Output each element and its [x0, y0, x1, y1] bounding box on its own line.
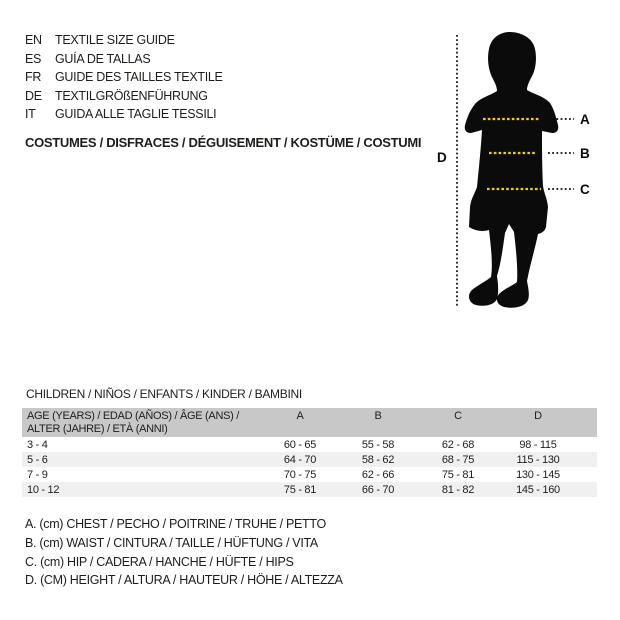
column-header-spacer — [578, 408, 597, 437]
hip-cell: 62 - 68 — [441, 438, 475, 451]
age-header-line1: AGE (YEARS) / EDAD (AÑOS) / ÂGE (ANS) / — [27, 410, 240, 422]
height-cell: 115 - 130 — [516, 453, 560, 466]
age-cell: 3 - 4 — [27, 438, 48, 451]
waist-cell: 58 - 62 — [361, 453, 395, 466]
child-silhouette-figure — [430, 25, 600, 315]
label-d-height: D — [437, 150, 447, 165]
chest-cell: 60 - 65 — [283, 438, 317, 451]
hip-cell: 75 - 81 — [441, 468, 475, 481]
chest-cell: 64 - 70 — [283, 453, 317, 466]
column-header-d: D — [498, 408, 578, 437]
hip-cell: 68 - 75 — [441, 453, 475, 466]
lang-title: TEXTILE SIZE GUIDE — [55, 33, 175, 47]
age-cell: 7 - 9 — [27, 468, 48, 481]
lang-code: IT — [25, 107, 36, 122]
height-cell: 98 - 115 — [519, 438, 557, 451]
age-cell: 5 - 6 — [27, 453, 48, 466]
category-title: COSTUMES / DISFRACES / DÉGUISEMENT / KOSTÜME / COSTUMI — [25, 135, 422, 150]
lang-title: GUÍA DE TALLAS — [55, 51, 151, 66]
column-header-a: A — [262, 408, 338, 437]
lang-code: ES — [25, 51, 42, 66]
height-cell: 130 - 145 — [516, 468, 560, 481]
waist-cell: 66 - 70 — [361, 483, 395, 496]
waist-cell: 55 - 58 — [361, 438, 395, 451]
size-table — [22, 408, 597, 497]
table-row — [22, 452, 597, 467]
table-row — [22, 482, 597, 497]
label-a-chest: A — [580, 112, 590, 127]
waist-cell: 62 - 66 — [361, 468, 395, 481]
child-silhouette — [465, 32, 559, 308]
column-header-c: C — [418, 408, 498, 437]
lang-title: GUIDE DES TAILLES TEXTILE — [55, 70, 223, 85]
legend-hip: C. (cm) HIP / CADERA / HANCHE / HÜFTE / HIPS — [25, 554, 294, 569]
measurement-legend — [25, 515, 343, 590]
lang-row-es — [25, 50, 223, 69]
lang-title: TEXTILGRÖßENFÜHRUNG — [55, 88, 208, 103]
legend-height: D. (CM) HEIGHT / ALTURA / HAUTEUR / HÖHE / ALTEZZA — [25, 573, 343, 588]
height-cell: 145 - 160 — [516, 483, 560, 496]
legend-waist: B. (cm) WAIST / CINTURA / TAILLE / HÜFTUNG / VITA — [25, 535, 318, 550]
lang-row-de — [25, 87, 223, 106]
section-heading-children: CHILDREN / NIÑOS / ENFANTS / KINDER / BAMBINI — [26, 387, 302, 401]
legend-chest: A. (cm) CHEST / PECHO / POITRINE / TRUHE / PETTO — [25, 517, 326, 531]
size-table-header-row — [22, 408, 597, 437]
hip-cell: 81 - 82 — [441, 483, 475, 496]
language-title-list — [25, 31, 223, 124]
lang-code: DE — [25, 88, 42, 103]
lang-row-it — [25, 105, 223, 124]
label-c-hip: C — [580, 182, 590, 197]
lang-title: GUIDA ALLE TAGLIE TESSILI — [55, 107, 217, 122]
column-header-b: B — [338, 408, 418, 437]
lang-code: EN — [25, 33, 42, 47]
table-row — [22, 437, 597, 452]
table-row — [22, 467, 597, 482]
lang-row-en — [25, 31, 223, 50]
lang-row-fr — [25, 68, 223, 87]
chest-cell: 75 - 81 — [283, 483, 317, 496]
age-header-line2: ALTER (JAHRE) / ETÀ (ANNI) — [27, 423, 168, 435]
age-column-header — [22, 408, 262, 437]
lang-code: FR — [25, 70, 42, 85]
label-b-waist: B — [580, 146, 590, 161]
chest-cell: 70 - 75 — [283, 468, 317, 481]
age-cell: 10 - 12 — [27, 483, 60, 496]
